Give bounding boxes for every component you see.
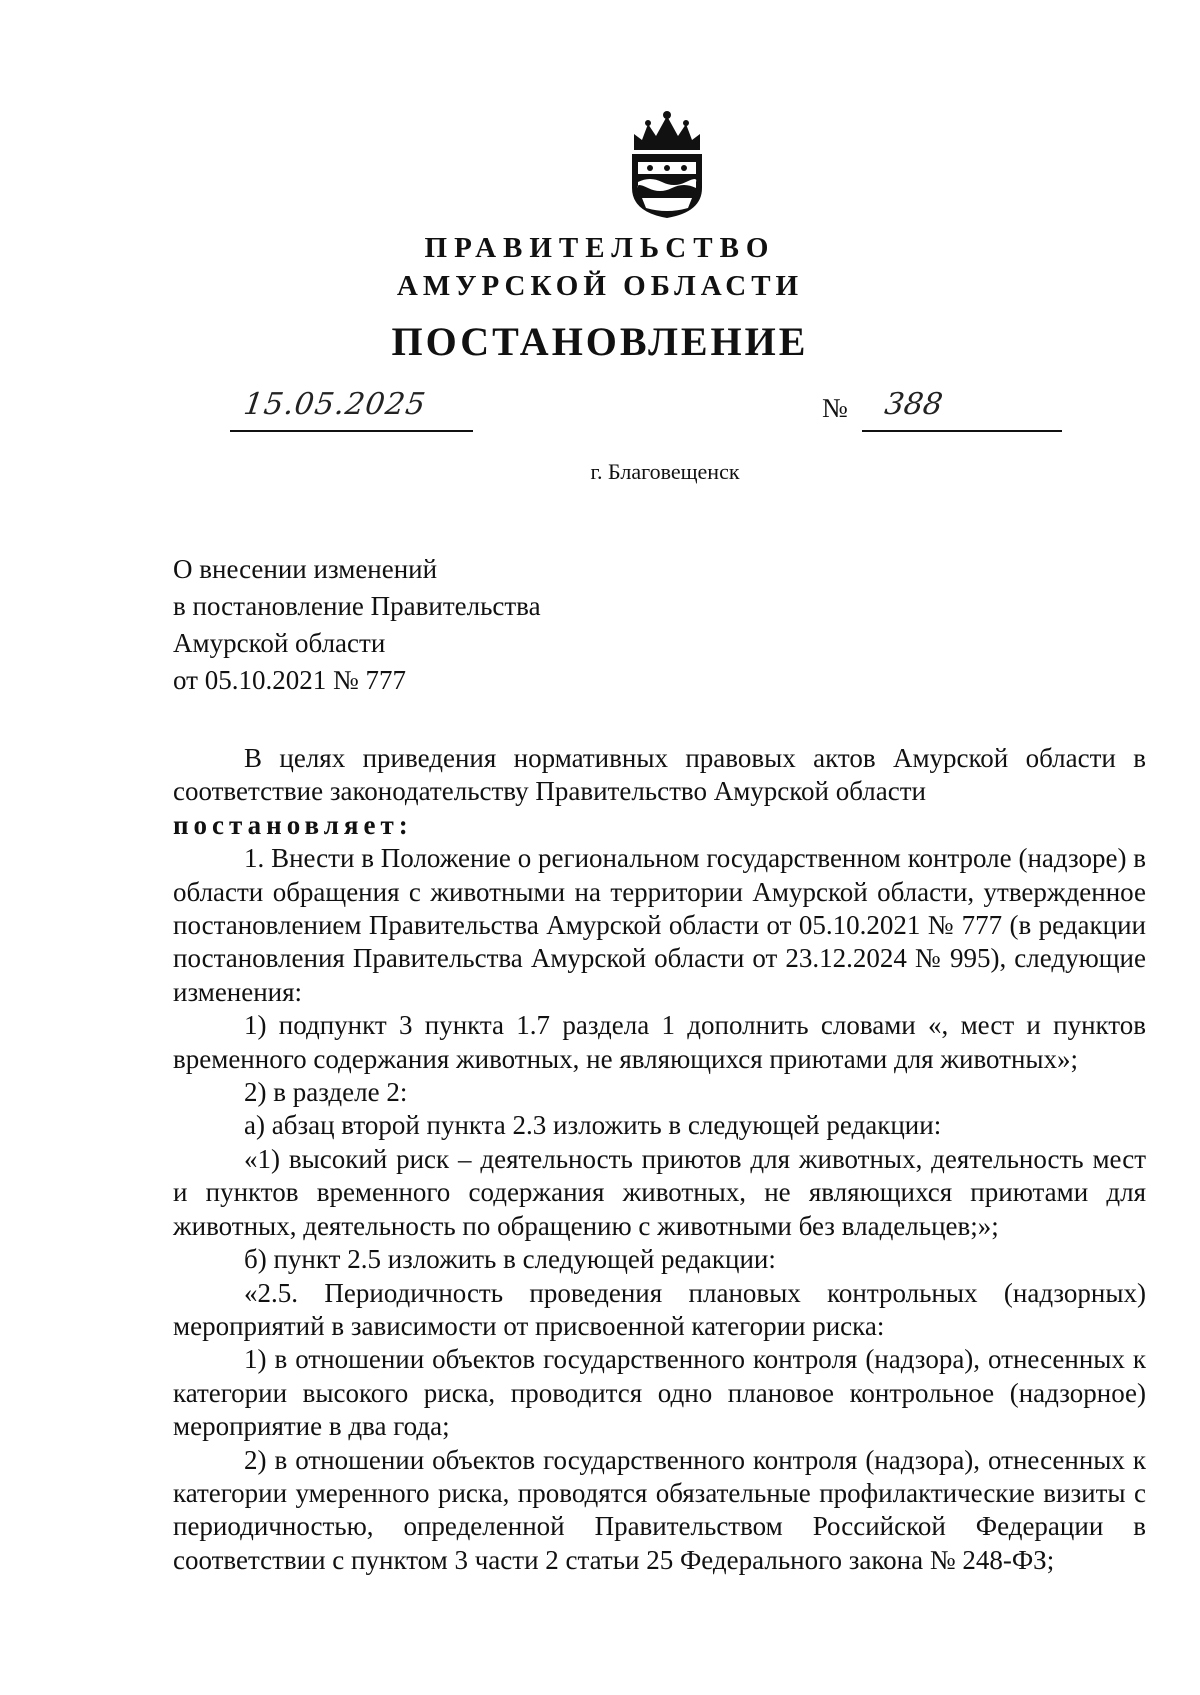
- quote-2-5-paragraph: «2.5. Периодичность проведения плановых контрольных (надзорных) мероприятий в зависимости от присвоенной категории риска:: [173, 1277, 1146, 1341]
- subject-line: Амурской области: [173, 628, 386, 658]
- number-sign: №: [822, 393, 848, 423]
- subject-line: от 05.10.2021 № 777: [173, 665, 406, 695]
- subject-line: О внесении изменений: [173, 554, 438, 584]
- document-type-title: ПОСТАНОВЛЕНИЕ: [391, 319, 809, 364]
- document-number: 388: [882, 387, 945, 422]
- subitem-2a-paragraph: а) абзац второй пункта 2.3 изложить в следующей редакции:: [244, 1110, 942, 1141]
- city-label: г. Благовещенск: [590, 459, 740, 484]
- subitem-2-paragraph: 2) в разделе 2:: [244, 1077, 408, 1108]
- org-name-line2: АМУРСКОЙ ОБЛАСТИ: [396, 270, 804, 302]
- subitem-2b-paragraph: б) пункт 2.5 изложить в следующей редакции:: [244, 1244, 776, 1275]
- intro-paragraph: В целях приведения нормативных правовых актов Амурской области в соответствие законодательству Правительство Амурской области: [173, 743, 1146, 807]
- document-date: 15.05.2025: [241, 387, 429, 422]
- amur-oblast-coat-of-arms-icon: [626, 110, 708, 220]
- document-subject: [173, 551, 541, 699]
- subitem-1-paragraph: 1) подпункт 3 пункта 1.7 раздела 1 дополнить словами «, мест и пунктов временного содержания животных, не являющихся приютами для животных»;: [173, 1010, 1146, 1074]
- quote-item-2-paragraph: 2) в отношении объектов государственного контроля (надзора), отнесенных к категории умеренного риска, проводятся обязательные профилактические визиты с периодичностью, определенной Правительством Российской Федерации в соответствии с пунктом 3 части 2 статьи 25 Федерального закона № 248-ФЗ;: [173, 1444, 1146, 1575]
- org-name-line1: ПРАВИТЕЛЬСТВО: [424, 232, 776, 264]
- quote-high-risk-paragraph: «1) высокий риск – деятельность приютов для животных, деятельность мест и пунктов временного содержания животных, не являющихся приютами для животных, деятельность по обращению с животными без владельцев;»;: [173, 1143, 1146, 1241]
- item-1-paragraph: 1. Внести в Положение о региональном государственном контроле (надзоре) в области обращения с животными на территории Амурской области, утвержденное постановлением Правительства Амурской области от 05.10.2021 № 777 (в редакции постановления Правительства Амурской области от 23.12.2024 № 995), следующие изменения:: [173, 843, 1146, 1007]
- subject-line: в постановление Правительства: [173, 591, 541, 621]
- quote-item-1-paragraph: 1) в отношении объектов государственного контроля (надзора), отнесенных к категории высокого риска, проводится одно плановое контрольное (надзорное) мероприятие в два года;: [173, 1344, 1146, 1442]
- document-body: [173, 742, 1146, 1577]
- resolves-keyword: постановляет:: [173, 809, 413, 840]
